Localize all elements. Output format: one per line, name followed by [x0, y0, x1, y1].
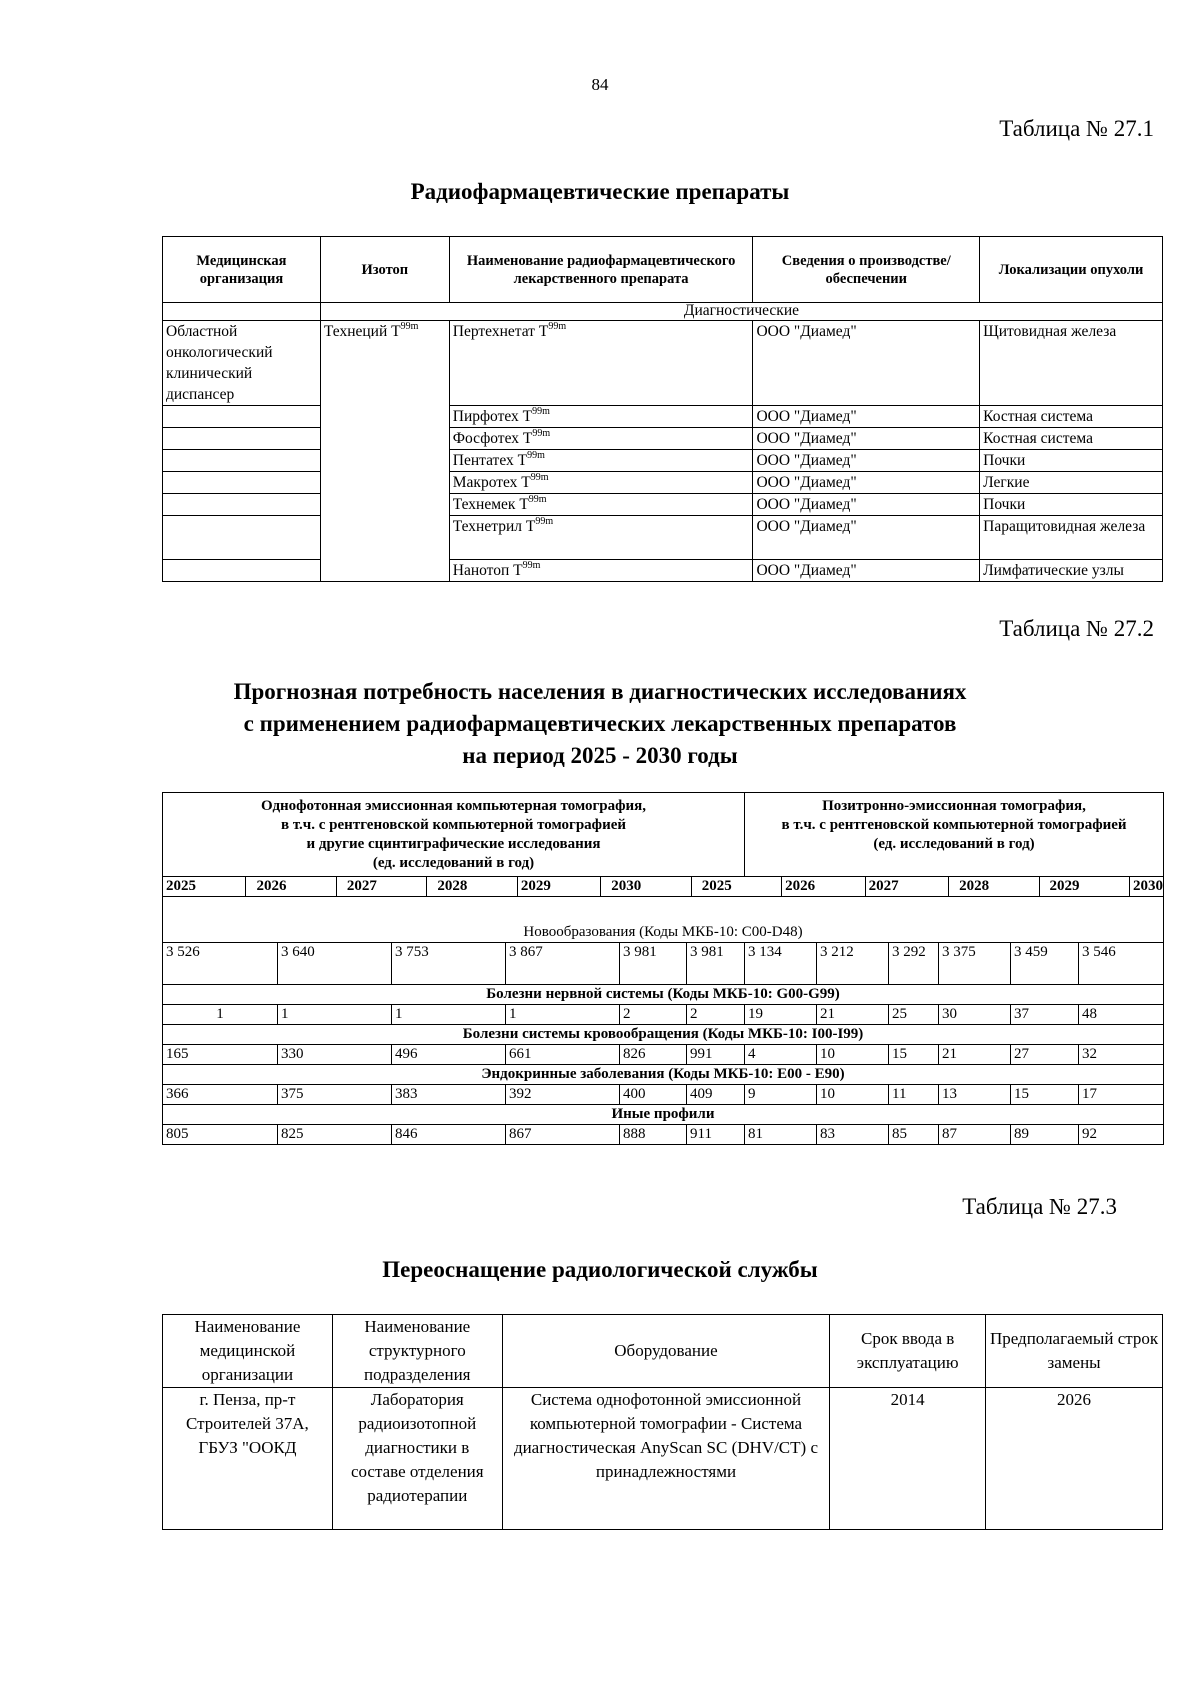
- value-cell: 21: [817, 1005, 889, 1025]
- value-cell: 3 546: [1079, 943, 1164, 985]
- value-cell: 496: [392, 1045, 506, 1065]
- producer-cell: ООО "Диамед": [753, 560, 980, 582]
- year-cell: 2026: [782, 877, 865, 896]
- value-cell: 846: [392, 1125, 506, 1145]
- year-cell: 2028: [427, 877, 517, 896]
- spect-header: Однофотонная эмиссионная компьютерная томография, в т.ч. с рентгеновской компьютерной томографией и другие сцинтиграфические исследования (ед. исследований в год): [163, 793, 745, 877]
- drug-cell: Технетрил $Т^{99m}$: [449, 516, 753, 560]
- year-cell: 2025: [692, 877, 782, 896]
- value-cell: 19: [745, 1005, 817, 1025]
- value-cell: 3 292: [889, 943, 939, 985]
- value-cell: 991: [687, 1045, 745, 1065]
- header-org: Медицинская организация: [163, 237, 321, 303]
- value-cell: 11: [889, 1085, 939, 1105]
- group-heading: Новообразования (Коды МКБ-10: С00-D48): [163, 897, 1164, 943]
- value-cell: 89: [1011, 1125, 1079, 1145]
- value-cell: 21: [939, 1045, 1011, 1065]
- localization-cell: Почки: [980, 494, 1163, 516]
- value-cell: 1: [163, 1005, 278, 1025]
- header-start: Срок ввода в эксплуатацию: [830, 1315, 986, 1388]
- producer-cell: ООО "Диамед": [753, 428, 980, 450]
- table-title: Переоснащение радиологической службы: [382, 1257, 818, 1282]
- drug-cell: Фосфотех $Т^{99m}$: [449, 428, 753, 450]
- value-cell: 4: [745, 1045, 817, 1065]
- producer-cell: ООО "Диамед": [753, 494, 980, 516]
- value-cell: 15: [889, 1045, 939, 1065]
- section-label: Диагностические: [320, 303, 1162, 321]
- localization-cell: Легкие: [980, 472, 1163, 494]
- value-cell: 48: [1079, 1005, 1164, 1025]
- value-cell: 85: [889, 1125, 939, 1145]
- localization-cell: Лимфатические узлы: [980, 560, 1163, 582]
- value-cell: 17: [1079, 1085, 1164, 1105]
- value-cell: 9: [745, 1085, 817, 1105]
- header-replace: Предполагаемый строк замены: [986, 1315, 1163, 1388]
- drug-cell: Пирфотех $Т^{99m}$: [449, 406, 753, 428]
- value-cell: 32: [1079, 1045, 1164, 1065]
- value-cell: 330: [278, 1045, 392, 1065]
- drug-cell: Технемек $Т^{99m}$: [449, 494, 753, 516]
- isotope-cell: Технеций $Т^{99m}$: [320, 321, 449, 582]
- org-cell: Областной онкологический клинический диспансер: [163, 321, 321, 406]
- year-cell: 2026: [246, 877, 336, 896]
- year-cell: 2027: [337, 877, 427, 896]
- value-cell: 83: [817, 1125, 889, 1145]
- value-cell: 409: [687, 1085, 745, 1105]
- header-unit: Наименование структурного подразделения: [332, 1315, 502, 1388]
- producer-cell: ООО "Диамед": [753, 321, 980, 406]
- value-cell: 2: [620, 1005, 687, 1025]
- group-heading: Болезни системы кровообращения (Коды МКБ-10: I00-I99): [163, 1025, 1164, 1045]
- group-heading: Эндокринные заболевания (Коды МКБ-10: Е00 - Е90): [163, 1065, 1164, 1085]
- header-isotope: Изотоп: [320, 237, 449, 303]
- value-cell: 1: [392, 1005, 506, 1025]
- value-cell: 867: [506, 1125, 620, 1145]
- table-label: Таблица № 27.1: [999, 116, 1154, 141]
- header-org: Наименование медицинской организации: [163, 1315, 333, 1388]
- org-cell: г. Пенза, пр-т Строителей 37А, ГБУЗ "ООКД: [163, 1388, 333, 1530]
- header-producer: Сведения о производстве/обеспечении: [753, 237, 980, 303]
- value-cell: 375: [278, 1085, 392, 1105]
- drug-cell: Нанотоп $Т^{99m}$: [449, 560, 753, 582]
- value-cell: 805: [163, 1125, 278, 1145]
- value-cell: 2: [687, 1005, 745, 1025]
- header-equipment: Оборудование: [502, 1315, 830, 1388]
- localization-cell: Паращитовидная железа: [980, 516, 1163, 560]
- value-cell: 661: [506, 1045, 620, 1065]
- year-cell: 2028: [949, 877, 1039, 896]
- diagnostics-demand-table: [162, 792, 1164, 1145]
- value-cell: 13: [939, 1085, 1011, 1105]
- value-cell: 888: [620, 1125, 687, 1145]
- localization-cell: Почки: [980, 450, 1163, 472]
- drug-cell: Пентатех $Т^{99m}$: [449, 450, 753, 472]
- producer-cell: ООО "Диамед": [753, 516, 980, 560]
- header-localization: Локализации опухоли: [980, 237, 1163, 303]
- value-cell: 1: [506, 1005, 620, 1025]
- table-label: Таблица № 27.2: [999, 616, 1154, 641]
- value-cell: 27: [1011, 1045, 1079, 1065]
- producer-cell: ООО "Диамед": [753, 450, 980, 472]
- equipment-table: [162, 1314, 1163, 1530]
- value-cell: 392: [506, 1085, 620, 1105]
- value-cell: 400: [620, 1085, 687, 1105]
- localization-cell: Костная система: [980, 428, 1163, 450]
- radiopharmaceuticals-table: [162, 236, 1163, 582]
- unit-cell: Лаборатория радиоизотопной диагностики в составе отделения радиотерапии: [332, 1388, 502, 1530]
- table-title: Радиофармацевтические препараты: [410, 179, 790, 204]
- value-cell: 1: [278, 1005, 392, 1025]
- year-cell: 2030: [1132, 878, 1163, 894]
- value-cell: 3 526: [163, 943, 278, 985]
- localization-cell: Щитовидная железа: [980, 321, 1163, 406]
- value-cell: 81: [745, 1125, 817, 1145]
- value-cell: 37: [1011, 1005, 1079, 1025]
- localization-cell: Костная система: [980, 406, 1163, 428]
- header-drug: Наименование радиофармацевтического лекарственного препарата: [449, 237, 753, 303]
- value-cell: 366: [163, 1085, 278, 1105]
- year-cell: 2025: [163, 877, 246, 896]
- page-number: 84: [591, 75, 609, 94]
- pet-header: Позитронно-эмиссионная томография, в т.ч. с рентгеновской компьютерной томографией (ед. исследований в год): [745, 793, 1164, 877]
- year-cell: 2027: [866, 877, 949, 896]
- value-cell: 3 212: [817, 943, 889, 985]
- value-cell: 87: [939, 1125, 1011, 1145]
- value-cell: 30: [939, 1005, 1011, 1025]
- value-cell: 383: [392, 1085, 506, 1105]
- value-cell: 3 134: [745, 943, 817, 985]
- value-cell: 92: [1079, 1125, 1164, 1145]
- group-heading: Болезни нервной системы (Коды МКБ-10: G00-G99): [163, 985, 1164, 1005]
- value-cell: 15: [1011, 1085, 1079, 1105]
- drug-cell: Пертехнетат $Т^{99m}$: [449, 321, 753, 406]
- table-title: Прогнозная потребность населения в диагностических исследованиях с применением радиофармацевтических лекарственных препаратов на период 2025 - 2030 годы: [233, 679, 967, 768]
- value-cell: 826: [620, 1045, 687, 1065]
- year-cell: 2029: [1040, 877, 1130, 896]
- group-heading: Иные профили: [163, 1105, 1164, 1125]
- year-cell: 2030: [601, 877, 691, 896]
- producer-cell: ООО "Диамед": [753, 406, 980, 428]
- value-cell: 3 640: [278, 943, 392, 985]
- start-cell: 2014: [830, 1388, 986, 1530]
- value-cell: 3 753: [392, 943, 506, 985]
- value-cell: 165: [163, 1045, 278, 1065]
- value-cell: 3 981: [687, 943, 745, 985]
- producer-cell: ООО "Диамед": [753, 472, 980, 494]
- value-cell: 3 459: [1011, 943, 1079, 985]
- value-cell: 10: [817, 1085, 889, 1105]
- value-cell: 3 375: [939, 943, 1011, 985]
- value-cell: 25: [889, 1005, 939, 1025]
- drug-cell: Макротех $Т^{99m}$: [449, 472, 753, 494]
- value-cell: 911: [687, 1125, 745, 1145]
- value-cell: 3 981: [620, 943, 687, 985]
- replace-cell: 2026: [986, 1388, 1163, 1530]
- equipment-cell: Система однофотонной эмиссионной компьютерной томографии - Система диагностическая AnyScan SC (DHV/CT) с принадлежностями: [502, 1388, 830, 1530]
- value-cell: 825: [278, 1125, 392, 1145]
- table-label: Таблица № 27.3: [962, 1194, 1117, 1219]
- value-cell: 10: [817, 1045, 889, 1065]
- value-cell: 3 867: [506, 943, 620, 985]
- year-cell: 2029: [518, 877, 601, 896]
